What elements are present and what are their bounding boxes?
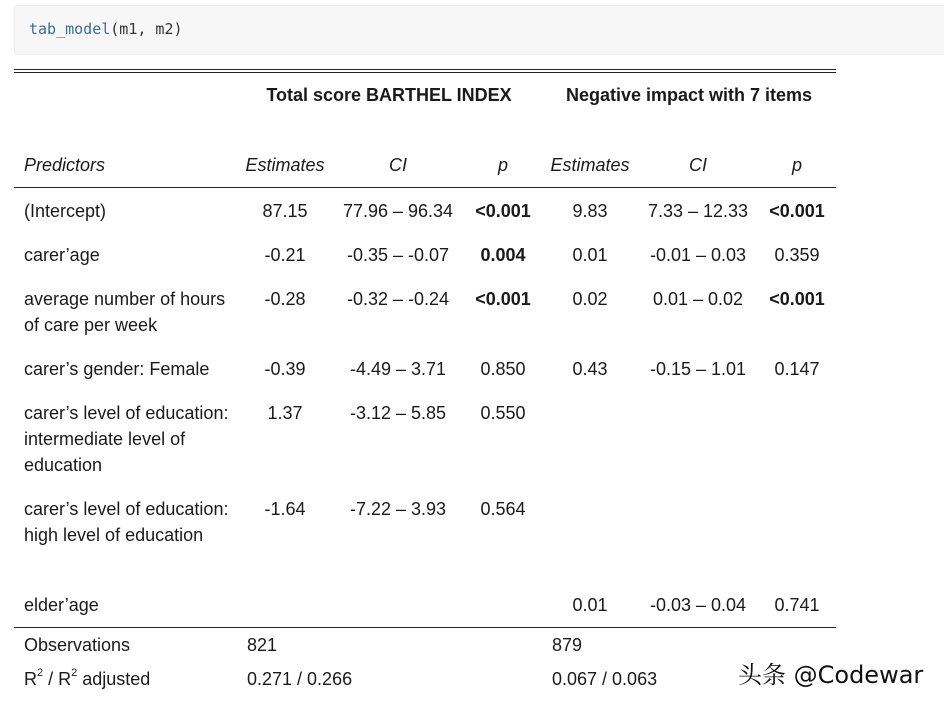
- m1-ci: -0.32 – -0.24: [346, 289, 450, 309]
- m1-p: 0.850: [480, 359, 526, 379]
- row-label: carer’s gender: Female: [24, 359, 210, 379]
- row-label: carer’age: [24, 245, 100, 265]
- observations-m2: 879: [552, 635, 583, 655]
- m2-p: 0.359: [774, 245, 820, 265]
- code-function: tab_model: [29, 20, 111, 38]
- m2-ci: -0.01 – 0.03: [649, 245, 747, 265]
- m2-p: 0.741: [774, 595, 820, 615]
- header-rule: [14, 187, 836, 188]
- m2-p: 0.147: [774, 359, 820, 379]
- m1-estimate: 1.37: [267, 403, 303, 423]
- m2-estimate: 0.43: [572, 359, 608, 379]
- m2-ci: 0.01 – 0.02: [652, 289, 744, 309]
- m2-ci: -0.15 – 1.01: [649, 359, 747, 379]
- table-top-rule-2: [14, 72, 836, 73]
- col-header-predictors: Predictors: [24, 155, 106, 175]
- r2-m1: 0.271 / 0.266: [247, 669, 353, 689]
- observations-m1: 821: [247, 635, 278, 655]
- m1-estimate: -0.21: [264, 245, 306, 265]
- table-top-rule: [14, 69, 836, 70]
- row-label: (Intercept): [24, 201, 107, 221]
- m2-ci: -0.03 – 0.04: [649, 595, 747, 615]
- row-label: carer’s level of education: intermediate level of education: [24, 403, 229, 475]
- m2-p: <0.001: [769, 289, 825, 309]
- m2-p: <0.001: [769, 201, 825, 221]
- col-header-p-m2: p: [791, 155, 802, 175]
- m1-p: <0.001: [475, 201, 531, 221]
- code-text: [29, 20, 183, 38]
- m1-ci: -4.49 – 3.71: [349, 359, 447, 379]
- m1-p: 0.550: [480, 403, 526, 423]
- col-header-ci-m2: CI: [689, 155, 707, 175]
- m1-p: 0.564: [480, 499, 526, 519]
- m1-p: 0.004: [480, 245, 526, 265]
- row-label: carer’s level of education: high level of education: [24, 499, 229, 545]
- col-header-estimates-m2: Estimates: [550, 155, 630, 175]
- m1-estimate: 87.15: [262, 201, 308, 221]
- m1-estimate: -0.28: [264, 289, 306, 309]
- m2-estimate: 9.83: [572, 201, 608, 221]
- m2-ci: 7.33 – 12.33: [647, 201, 749, 221]
- m1-ci: 77.96 – 96.34: [342, 201, 454, 221]
- m1-ci: -3.12 – 5.85: [349, 403, 447, 423]
- m1-p: <0.001: [475, 289, 531, 309]
- col-header-p-m1: p: [497, 155, 508, 175]
- m2-estimate: 0.02: [572, 289, 608, 309]
- r2-label: $R^2 / R^2$ adjusted: [24, 667, 151, 689]
- m1-estimate: -0.39: [264, 359, 306, 379]
- model2-header: Negative impact with 7 items: [565, 85, 813, 105]
- m2-estimate: 0.01: [572, 595, 608, 615]
- m2-estimate: 0.01: [572, 245, 608, 265]
- row-label: elder’age: [24, 595, 99, 615]
- r2-m2: 0.067 / 0.063: [552, 669, 658, 689]
- code-args: (m1, m2): [110, 20, 183, 38]
- watermark-text: 头条 @Codewar: [738, 661, 924, 689]
- observations-label: Observations: [24, 635, 131, 655]
- m1-ci: -0.35 – -0.07: [346, 245, 450, 265]
- row-label: average number of hours of care per week: [24, 289, 226, 335]
- m1-ci: -7.22 – 3.93: [349, 499, 447, 519]
- m1-estimate: -1.64: [264, 499, 306, 519]
- model1-header: Total score BARTHEL INDEX: [266, 85, 512, 105]
- col-header-estimates-m1: Estimates: [245, 155, 325, 175]
- col-header-ci-m1: CI: [389, 155, 407, 175]
- code-block: [14, 5, 944, 55]
- body-bottom-rule: [14, 627, 836, 628]
